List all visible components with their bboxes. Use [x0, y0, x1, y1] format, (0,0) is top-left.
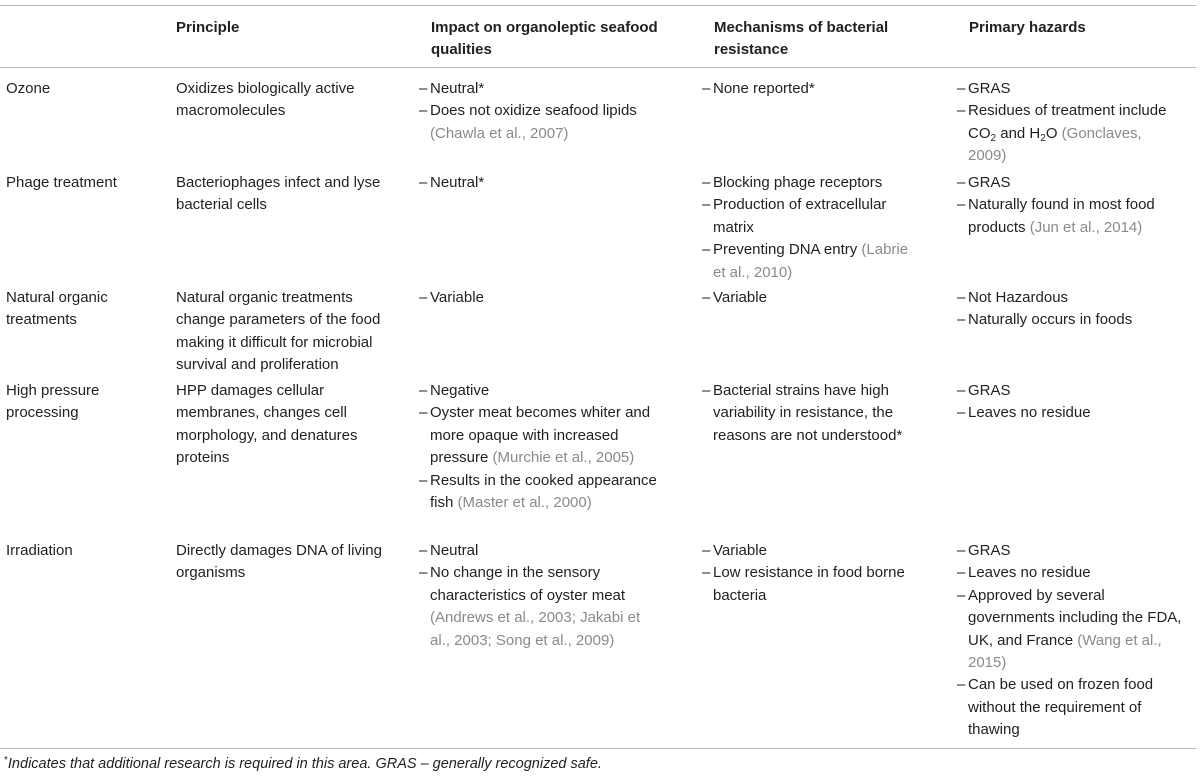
list-item: – Residues of treatment include $CO_2$ and $H_2O$ (Gonclaves, 2009): [957, 100, 1167, 167]
table-top-rule: [0, 5, 1196, 6]
citation: (Andrews et al., 2003; Jakabi et al., 2003; Song et al., 2009): [430, 609, 641, 649]
row-mechanisms-list: [702, 78, 942, 100]
list-item: – Negative: [419, 380, 679, 402]
list-item: – Results in the cooked appearance fish (Master et al., 2000): [419, 470, 679, 515]
row-principle: Oxidizes biologically active macromolecules: [176, 80, 355, 120]
list-item: – Bacterial strains have high variability in resistance, the reasons are not understood*: [702, 380, 942, 447]
list-item: – Neutral*: [419, 78, 659, 100]
list-item: – Does not oxidize seafood lipids (Chawla et al., 2007): [419, 100, 659, 145]
row-impact-list: [419, 172, 659, 194]
citation: (Master et al., 2000): [457, 494, 592, 512]
list-item: – Oyster meat becomes whiter and more opaque with increased pressure (Murchie et al., 2005): [419, 402, 679, 469]
row-hazards-list: [957, 172, 1182, 239]
list-item: – Neutral*: [419, 172, 659, 194]
row-mechanisms-list: [702, 540, 942, 607]
row-impact-list: [419, 287, 659, 309]
citation: (Murchie et al., 2005): [492, 449, 635, 467]
row-hazards-list: [957, 540, 1189, 742]
table-footnote: *Indicates that additional research is required in this area. GRAS – generally recognized safe.: [4, 755, 602, 772]
row-principle: HPP damages cellular membranes, changes cell morphology, and denatures proteins: [176, 382, 358, 467]
list-item: – Naturally occurs in foods: [957, 309, 1182, 331]
row-hazards-list: [957, 287, 1182, 332]
row-principle: Directly damages DNA of living organisms: [176, 542, 382, 582]
list-item: – Leaves no residue: [957, 562, 1189, 584]
citation: (Jun et al., 2014): [1029, 218, 1143, 236]
row-impact-list: [419, 78, 659, 145]
header-principle: Principle: [176, 19, 240, 36]
list-item: – Production of extracellular matrix: [702, 194, 922, 239]
list-item: – Naturally found in most food products (Jun et al., 2014): [957, 194, 1182, 239]
row-principle: Natural organic treatments change parameters of the food making it difficult for microbial survival and proliferation: [176, 289, 381, 374]
header-impact: Impact on organoleptic seafood qualities: [431, 19, 658, 59]
list-item: – No change in the sensory characteristics of oyster meat (Andrews et al., 2003; Jakabi et al., 2003; Song et al., 2009): [419, 562, 644, 652]
list-item: – Variable: [702, 540, 942, 562]
row-hazards-list: [957, 78, 1167, 168]
list-item: – Leaves no residue: [957, 402, 1182, 424]
row-mechanisms-list: [702, 380, 942, 447]
header-hazards: Primary hazards: [969, 19, 1086, 36]
row-principle: Bacteriophages infect and lyse bacterial cells: [176, 174, 381, 214]
list-item: – Approved by several governments including the FDA, UK, and France (Wang et al., 2015): [957, 585, 1189, 675]
list-item: – GRAS: [957, 172, 1182, 194]
list-item: – Variable: [702, 287, 942, 309]
row-impact-list: [419, 380, 679, 514]
row-mechanisms-list: [702, 172, 922, 284]
header-mechanisms: Mechanisms of bacterial resistance: [714, 19, 889, 59]
list-item: – Neutral: [419, 540, 644, 562]
row-mechanisms-list: [702, 287, 942, 309]
list-item: – Blocking phage receptors: [702, 172, 922, 194]
list-item: – Can be used on frozen food without the requirement of thawing: [957, 674, 1189, 741]
list-item: – Preventing DNA entry (Labrie et al., 2010): [702, 239, 922, 284]
citation: (Gonclaves, 2009): [968, 124, 1142, 165]
table-bottom-rule: [0, 748, 1196, 749]
citation: (Labrie et al., 2010): [713, 241, 909, 281]
list-item: – GRAS: [957, 78, 1167, 100]
row-treatment: High pressure processing: [6, 382, 100, 422]
row-treatment: Ozone: [6, 80, 51, 97]
row-hazards-list: [957, 380, 1182, 425]
list-item: – Variable: [419, 287, 659, 309]
citation: (Wang et al., 2015): [968, 631, 1162, 672]
list-item: – None reported*: [702, 78, 942, 100]
list-item: – GRAS: [957, 540, 1189, 562]
list-item: – GRAS: [957, 380, 1182, 402]
row-treatment: Irradiation: [6, 542, 73, 559]
list-item: – Low resistance in food borne bacteria: [702, 562, 942, 607]
header-bottom-rule: [0, 67, 1196, 68]
row-impact-list: [419, 540, 644, 652]
row-treatment: Natural organic treatments: [6, 289, 108, 329]
list-item: – Not Hazardous: [957, 287, 1182, 309]
citation: (Chawla et al., 2007): [430, 124, 569, 142]
row-treatment: Phage treatment: [6, 174, 117, 191]
